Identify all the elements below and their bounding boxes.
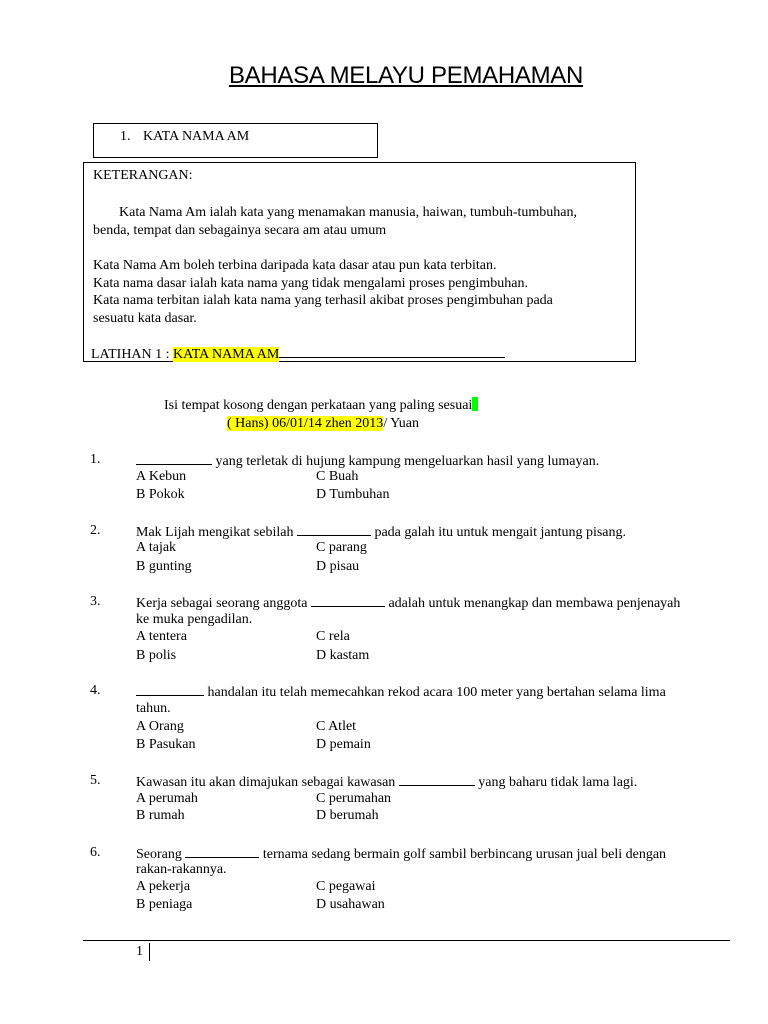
question-line: yang terletak di hujung kampung mengeluarkan hasil yang lumayan. xyxy=(215,454,600,469)
footer-divider xyxy=(83,940,730,941)
option-a: A tajak xyxy=(136,540,177,555)
question-line: Mak Lijah mengikat sebilah xyxy=(136,525,294,540)
question-text xyxy=(136,773,637,791)
green-highlight-mark xyxy=(472,397,478,411)
option-a: A Orang xyxy=(136,719,184,734)
info-heading: KETERANGAN: xyxy=(93,168,193,183)
info-line: Kata nama terbitan ialah kata nama yang terhasil akibat proses pengimbuhan pada xyxy=(93,293,553,308)
latihan-line xyxy=(91,345,505,363)
option-b: B peniaga xyxy=(136,897,193,912)
option-c: C rela xyxy=(316,629,350,644)
option-d: D pisau xyxy=(316,559,360,574)
option-c: C parang xyxy=(316,540,367,555)
instruction xyxy=(164,397,478,414)
info-line: sesuatu kata dasar. xyxy=(93,311,197,326)
answer-blank xyxy=(297,523,371,536)
section-heading-box xyxy=(93,123,378,158)
latihan-prefix: LATIHAN 1 : xyxy=(91,347,170,362)
question-text xyxy=(136,845,666,863)
answer-blank xyxy=(136,452,212,465)
option-c: C Buah xyxy=(316,469,359,484)
section-label: KATA NAMA AM xyxy=(143,129,250,144)
page-title: BAHASA MELAYU PEMAHAMAN xyxy=(228,62,584,89)
question-number: 1. xyxy=(90,452,101,467)
option-b: B polis xyxy=(136,648,177,663)
option-d: D kastam xyxy=(316,648,370,663)
section-number: 1. xyxy=(120,129,131,144)
option-a: A Kebun xyxy=(136,469,187,484)
option-c: C Atlet xyxy=(316,719,357,734)
latihan-label: KATA NAMA AM xyxy=(173,347,280,362)
question-number: 2. xyxy=(90,523,101,538)
answer-blank xyxy=(311,594,385,607)
question-text xyxy=(136,452,599,470)
option-a: A tentera xyxy=(136,629,187,644)
option-d: D Tumbuhan xyxy=(316,487,390,502)
option-c: C perumahan xyxy=(316,791,392,806)
option-a: A perumah xyxy=(136,791,198,806)
question-line: ke muka pengadilan. xyxy=(136,612,253,627)
option-b: B Pokok xyxy=(136,487,185,502)
latihan-underline xyxy=(279,345,505,358)
question-line: yang baharu tidak lama lagi. xyxy=(478,775,638,790)
question-line: pada galah itu untuk mengait jantung pisang. xyxy=(374,525,627,540)
question-line: Kerja sebagai seorang anggota xyxy=(136,596,308,611)
question-number: 5. xyxy=(90,773,101,788)
page-number: 1 xyxy=(136,944,143,959)
option-c: C pegawai xyxy=(316,879,376,894)
question-line: Seorang xyxy=(136,847,182,862)
info-line: benda, tempat dan sebagainya secara am atau umum xyxy=(93,223,387,238)
answer-blank xyxy=(136,683,204,696)
question-line: rakan-rakannya. xyxy=(136,862,227,877)
question-line: handalan itu telah memecahkan rekod acara 100 meter yang bertahan selama lima xyxy=(207,685,666,700)
answer-blank xyxy=(399,773,475,786)
instruction-text: Isi tempat kosong dengan perkataan yang paling sesuai xyxy=(164,398,473,413)
question-text xyxy=(136,594,680,612)
question-line: ternama sedang bermain golf sambil berbincang urusan jual beli dengan xyxy=(262,847,667,862)
page-number-separator xyxy=(149,943,150,961)
question-number: 4. xyxy=(90,683,101,698)
option-b: B Pasukan xyxy=(136,737,196,752)
info-line: Kata Nama Am ialah kata yang menamakan manusia, haiwan, tumbuh-tumbuhan, xyxy=(119,205,577,220)
option-a: A pekerja xyxy=(136,879,191,894)
option-b: B rumah xyxy=(136,808,185,823)
option-b: B gunting xyxy=(136,559,192,574)
question-line: tahun. xyxy=(136,701,171,716)
credit-highlight: ( Hans) 06/01/14 zhen 2013 xyxy=(227,416,384,431)
question-number: 3. xyxy=(90,594,101,609)
option-d: D berumah xyxy=(316,808,379,823)
question-text xyxy=(136,683,666,701)
option-d: D pemain xyxy=(316,737,371,752)
option-d: D usahawan xyxy=(316,897,385,912)
answer-blank xyxy=(185,845,259,858)
info-line: Kata Nama Am boleh terbina daripada kata dasar atau pun kata terbitan. xyxy=(93,258,497,273)
question-line: Kawasan itu akan dimajukan sebagai kawasan xyxy=(136,775,396,790)
info-line: Kata nama dasar ialah kata nama yang tidak mengalami proses pengimbuhan. xyxy=(93,276,529,291)
info-box xyxy=(83,162,636,362)
question-line: adalah untuk menangkap dan membawa penjenayah xyxy=(388,596,681,611)
question-text xyxy=(136,523,626,541)
question-number: 6. xyxy=(90,845,101,860)
credit-rest: / Yuan xyxy=(383,416,419,431)
credit-line xyxy=(227,416,419,432)
